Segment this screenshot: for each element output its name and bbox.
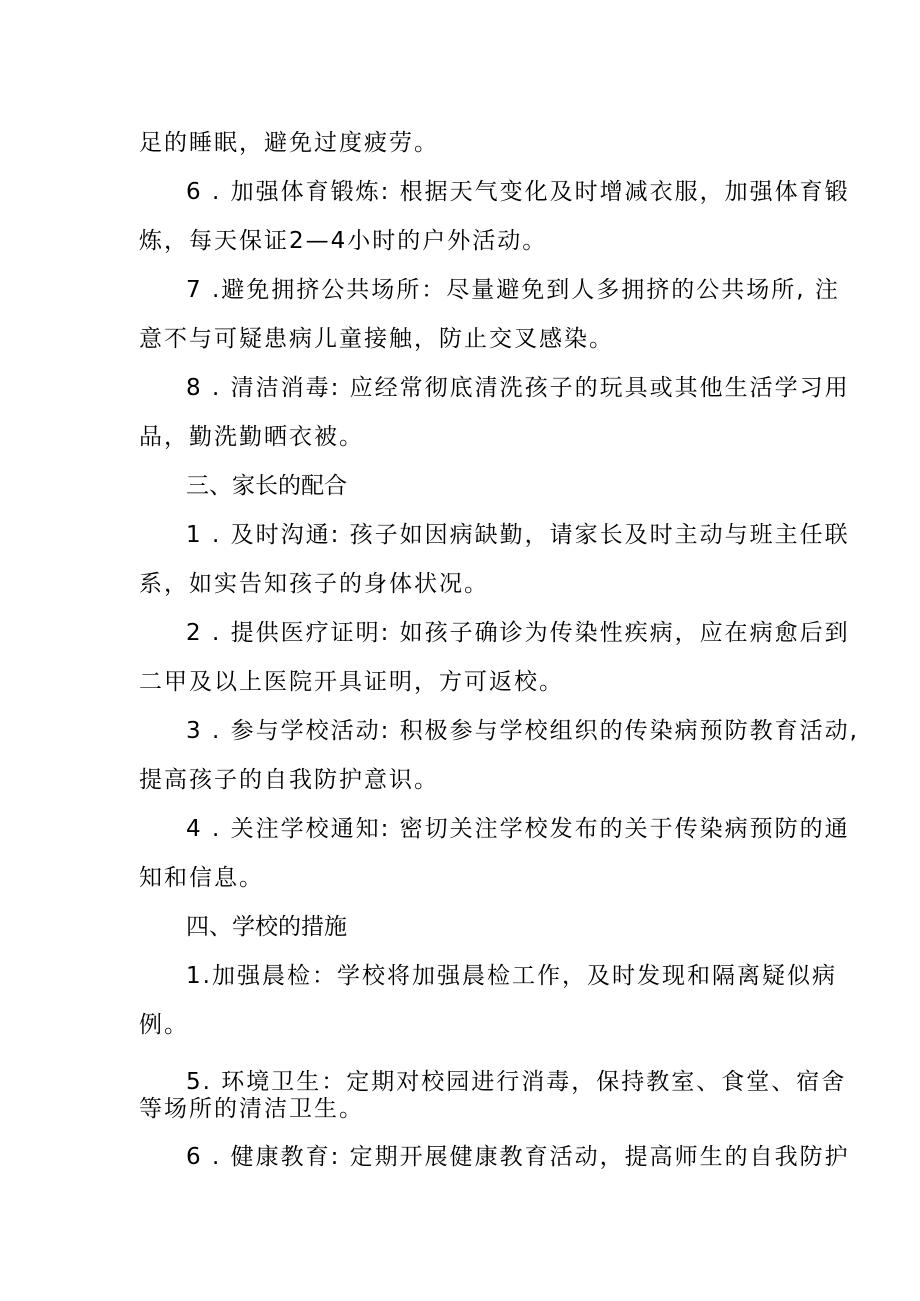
paragraph-line: 1.加强晨检：学校将加强晨检工作，及时发现和隔离疑似病 [186, 963, 837, 989]
paragraph-line: 3 . 参与学校活动: 积极参与学校组织的传染病预防教育活动, [186, 718, 859, 744]
paragraph-line: 二甲及以上医院开具证明，方可返校。 [139, 669, 564, 695]
paragraph-line: 等场所的清洁卫生。 [139, 1096, 364, 1122]
paragraph-line: 7 .避免拥挤公共场所：尽量避免到人多拥挤的公共场所, 注 [186, 277, 840, 303]
paragraph-line: 品，勤洗勤晒衣被。 [139, 424, 364, 450]
section-heading-school: 四、学校的措施 [186, 914, 347, 940]
paragraph-line: 8 . 清洁消毒: 应经常彻底清洗孩子的玩具或其他生活学习用 [186, 375, 850, 401]
paragraph-line: 系，如实告知孩子的身体状况。 [139, 571, 489, 597]
paragraph-line: 2 . 提供医疗证明: 如孩子确诊为传染性疾病，应在病愈后到 [186, 620, 850, 646]
paragraph-line: 6 . 加强体育锻炼: 根据天气变化及时增减衣服，加强体育锻 [186, 179, 850, 205]
paragraph-line: 知和信息。 [139, 865, 264, 891]
paragraph-line: 1 . 及时沟通: 孩子如因病缺勤，请家长及时主动与班主任联 [186, 522, 850, 548]
paragraph-line: 5. 环境卫生：定期对校园进行消毒，保持教室、食堂、宿舍 [186, 1069, 847, 1095]
paragraph-line: 4 . 关注学校通知: 密切关注学校发布的关于传染病预防的通 [186, 816, 850, 842]
paragraph-line: 例。 [139, 1012, 189, 1038]
section-heading-parents: 三、家长的配合 [186, 473, 347, 499]
paragraph-line: 提高孩子的自我防护意识。 [139, 767, 439, 793]
paragraph-line: 炼，每天保证2—4小时的户外活动。 [139, 228, 548, 254]
paragraph-line: 足的睡眠，避免过度疲劳。 [139, 130, 439, 156]
paragraph-line: 6 . 健康教育: 定期开展健康教育活动，提高师生的自我防护 [186, 1144, 850, 1170]
paragraph-line: 意不与可疑患病儿童接触，防止交叉感染。 [139, 326, 614, 352]
